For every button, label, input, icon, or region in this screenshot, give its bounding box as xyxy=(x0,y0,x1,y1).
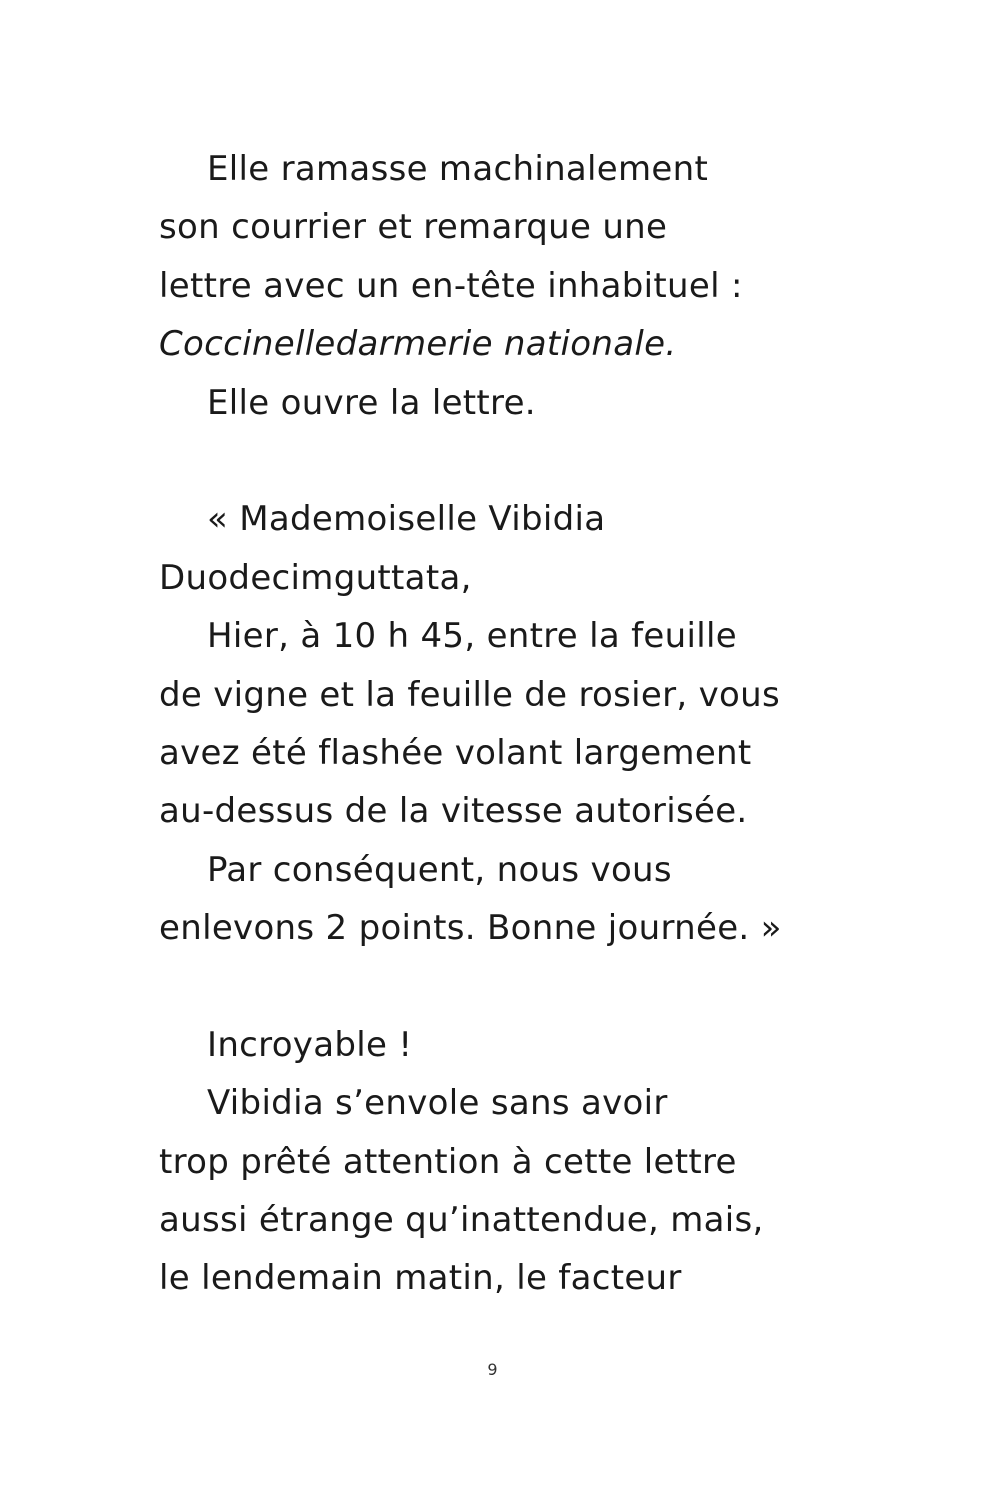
text-line-italic: Coccinelledarmerie nationale. xyxy=(159,324,677,365)
text-line: enlevons 2 points. Bonne journée. » xyxy=(159,908,782,949)
text-line: Incroyable ! xyxy=(207,1024,413,1065)
text-line: de vigne et la feuille de rosier, vous xyxy=(159,674,780,715)
text-line: Vibidia s’envole sans avoir xyxy=(207,1083,668,1124)
text-line: « Mademoiselle Vibidia xyxy=(207,499,606,540)
text-line: le lendemain matin, le facteur xyxy=(159,1258,682,1299)
text-line: lettre avec un en-tête inhabituel : xyxy=(159,265,743,306)
text-line: au-dessus de la vitesse autorisée. xyxy=(159,791,748,832)
page-number: 9 xyxy=(487,1360,498,1379)
paragraph-gap xyxy=(159,957,859,1015)
text-line: trop prêté attention à cette lettre xyxy=(159,1141,737,1182)
text-line: Duodecimguttata, xyxy=(159,557,472,598)
text-line: Hier, à 10 h 45, entre la feuille xyxy=(207,616,737,657)
text-line: Elle ouvre la lettre. xyxy=(207,382,536,423)
body-text xyxy=(159,140,859,1308)
text-line: Elle ramasse machinalement xyxy=(207,149,709,189)
text-line: Par conséquent, nous vous xyxy=(207,849,672,890)
text-line: aussi étrange qu’inattendue, mais, xyxy=(159,1200,764,1241)
text-line: avez été flashée volant largement xyxy=(159,732,752,773)
text-line: son courrier et remarque une xyxy=(159,207,668,248)
paragraph-gap xyxy=(159,432,859,490)
